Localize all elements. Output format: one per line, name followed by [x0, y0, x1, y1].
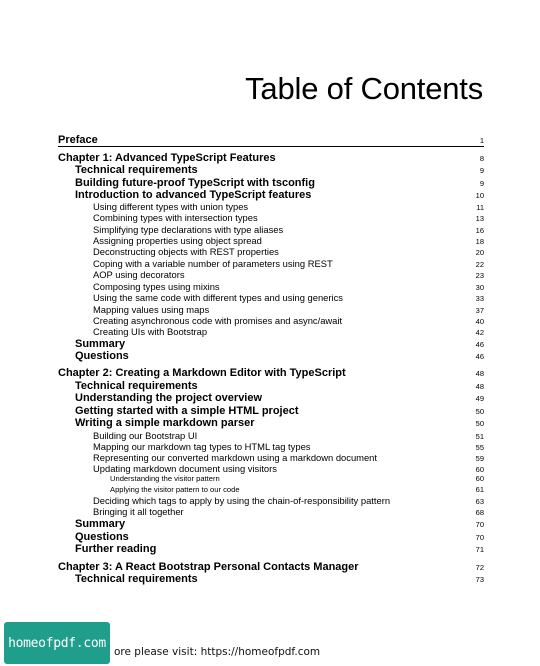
toc-entry-section[interactable] [58, 573, 484, 585]
toc-entry-page: 68 [475, 508, 484, 517]
toc-entry-page: 22 [475, 260, 484, 269]
toc-entry-page: 63 [475, 497, 484, 506]
homeofpdf-logo[interactable]: homeofpdf.com [4, 622, 110, 664]
toc-entry-label: Applying the visitor pattern to our code [110, 485, 240, 494]
toc-entry-label: Using the same code with different types and using generics [93, 292, 343, 303]
toc-entry-section[interactable] [58, 531, 484, 543]
toc-entry-label: Summary [75, 518, 126, 530]
toc-entry-label: Building our Bootstrap UI [93, 430, 198, 441]
toc-entry-chapter[interactable] [58, 152, 484, 164]
toc-entry-label: Deciding which tags to apply by using the chain-of-responsibility pattern [93, 495, 391, 506]
toc-entry-subsection[interactable] [58, 430, 484, 441]
toc-entry-page: 51 [475, 432, 484, 441]
toc-entry-subsection[interactable] [58, 201, 484, 212]
toc-entry-label: Creating asynchronous code with promises and async/await [93, 315, 343, 326]
toc-entry-label: Further reading [75, 543, 157, 555]
toc-entry-section[interactable] [58, 543, 484, 555]
toc-entry-section[interactable] [58, 350, 484, 362]
toc-entry-page: 71 [475, 545, 484, 554]
toc-entry-label: Mapping our markdown tag types to HTML tag types [93, 441, 311, 452]
toc-entry-page: 30 [475, 283, 484, 292]
toc-entry-label: Combining types with intersection types [93, 212, 258, 223]
toc-entry-label: Chapter 1: Advanced TypeScript Features [58, 152, 276, 164]
toc-entry-section[interactable] [58, 417, 484, 429]
toc-entry-page: 18 [475, 237, 484, 246]
toc-entry-label: Understanding the project overview [75, 392, 263, 404]
toc-entry-page: 50 [475, 407, 484, 416]
toc-entry-section[interactable] [58, 177, 484, 189]
toc-entry-label: Representing our converted markdown using a markdown document [93, 452, 378, 463]
toc-entry-subsection[interactable] [58, 281, 484, 292]
toc-entry-subsection[interactable] [58, 246, 484, 257]
toc-entry-label: Coping with a variable number of parameters using REST [93, 258, 333, 269]
toc-entry-section[interactable] [58, 189, 484, 201]
toc-entry-page: 1 [479, 136, 484, 145]
toc-entry-label: Questions [75, 350, 129, 362]
toc-entry-page: 61 [475, 485, 484, 494]
toc-entry-subsection[interactable] [58, 441, 484, 452]
toc-entry-label: Simplifying type declarations with type aliases [93, 224, 284, 235]
toc-entry-subsection[interactable] [58, 452, 484, 463]
toc-entry-page: 33 [475, 294, 484, 303]
toc-entry-subsection[interactable] [58, 326, 484, 337]
toc-entry-subsection[interactable] [58, 315, 484, 326]
toc-entry-label: Questions [75, 531, 129, 543]
footer [0, 622, 540, 666]
toc-entry-page: 70 [475, 520, 484, 529]
toc-entry-page: 23 [475, 271, 484, 280]
toc-entry-section[interactable] [58, 518, 484, 530]
toc-entry-page: 73 [475, 575, 484, 584]
toc-entry-label: Preface [58, 134, 98, 146]
toc-entry-section[interactable] [58, 380, 484, 392]
toc-entry-label: Getting started with a simple HTML project [75, 405, 299, 417]
toc-entry-label: Introduction to advanced TypeScript features [75, 189, 312, 201]
toc-entry-page: 48 [475, 369, 484, 378]
toc-entry-page: 9 [479, 166, 484, 175]
toc-entry-label: Composing types using mixins [93, 281, 220, 292]
toc-entry-subsection[interactable] [58, 269, 484, 280]
toc-entry-label: Updating markdown document using visitors [93, 463, 277, 474]
toc-entry-page: 40 [475, 317, 484, 326]
toc-entry-label: AOP using decorators [93, 269, 185, 280]
toc-entry-label: Using different types with union types [93, 201, 249, 212]
toc-entry-page: 16 [475, 226, 484, 235]
toc-entry-subsubsection[interactable] [58, 485, 484, 494]
toc-entry-subsection[interactable] [58, 506, 484, 517]
toc-entry-label: Bringing it all together [93, 506, 184, 517]
toc-entry-subsection[interactable] [58, 224, 484, 235]
toc-entry-subsection[interactable] [58, 304, 484, 315]
toc-entry-page: 37 [475, 306, 484, 315]
toc-entry-label: Writing a simple markdown parser [75, 417, 255, 429]
toc-entry-page: 13 [475, 214, 484, 223]
toc-entry-page: 9 [479, 179, 484, 188]
toc-entry-page: 72 [475, 563, 484, 572]
toc-entry-page: 70 [475, 533, 484, 542]
toc-entry-label: Technical requirements [75, 380, 198, 392]
toc-entry-page: 46 [475, 352, 484, 361]
toc-entry-label: Understanding the visitor pattern [110, 474, 220, 483]
toc-entry-section[interactable] [58, 164, 484, 176]
toc-entry-page: 59 [475, 454, 484, 463]
toc-entry-label: Chapter 2: Creating a Markdown Editor with TypeScript [58, 367, 346, 379]
toc-entry-label: Technical requirements [75, 573, 198, 585]
toc-entry-page: 10 [475, 191, 484, 200]
toc-entry-label: Building future-proof TypeScript with tsconfig [75, 177, 315, 189]
toc-entry-page: 50 [475, 419, 484, 428]
toc-entry-chapter[interactable] [58, 561, 484, 573]
toc-entry-label: Assigning properties using object spread [93, 235, 262, 246]
toc-entry-page: 55 [475, 443, 484, 452]
toc-entry-subsection[interactable] [58, 212, 484, 223]
toc-entry-page: 49 [475, 394, 484, 403]
toc-entry-subsection[interactable] [58, 463, 484, 474]
page-title: Table of Contents [245, 71, 483, 106]
toc-entry-subsection[interactable] [58, 495, 484, 506]
toc-entry-page: 11 [476, 203, 484, 212]
toc-entry-label: Mapping values using maps [93, 304, 210, 315]
toc-entry-chapter[interactable] [58, 367, 484, 379]
toc-entry-label: Chapter 3: A React Bootstrap Personal Contacts Manager [58, 561, 359, 573]
toc-entry-page: 60 [475, 465, 484, 474]
toc-entry-page: 60 [475, 474, 484, 483]
toc-entry-label: Creating UIs with Bootstrap [93, 326, 208, 337]
toc-entry-subsection[interactable] [58, 292, 484, 303]
toc-entry-label: Summary [75, 338, 126, 350]
footer-link-text[interactable]: ore please visit: https://homeofpdf.com [114, 646, 321, 658]
toc-entry-subsection[interactable] [58, 258, 484, 269]
toc-entry-label: Technical requirements [75, 164, 198, 176]
toc-entry-page: 20 [475, 248, 484, 257]
toc-entry-section[interactable] [58, 338, 484, 350]
toc-entry-section[interactable] [58, 392, 484, 404]
toc-entry-label: Deconstructing objects with REST properties [93, 246, 279, 257]
toc-entry-preface[interactable] [58, 134, 484, 147]
toc-entry-page: 48 [475, 382, 484, 391]
toc-entry-section[interactable] [58, 405, 484, 417]
toc-entry-subsubsection[interactable] [58, 474, 484, 483]
toc-entry-subsection[interactable] [58, 235, 484, 246]
toc-entry-page: 8 [479, 154, 484, 163]
toc-entry-page: 46 [475, 340, 484, 349]
toc-entry-page: 42 [475, 328, 484, 337]
